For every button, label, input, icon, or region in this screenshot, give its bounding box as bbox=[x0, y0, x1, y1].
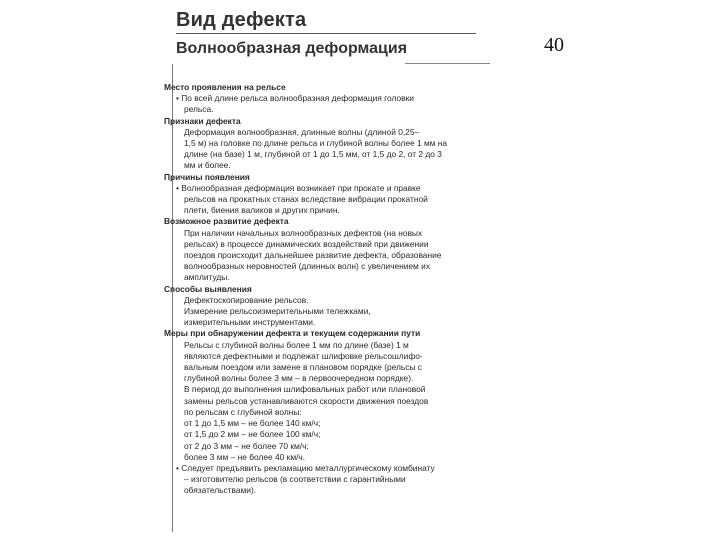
section-line: от 1 до 1,5 мм – не более 140 км/ч; bbox=[184, 418, 321, 429]
section-line: рельса. bbox=[184, 104, 214, 115]
section-line: амплитуды. bbox=[184, 272, 230, 283]
section-line: Рельсы с глубиной волны более 1 мм по длине (базе) 1 м bbox=[184, 339, 409, 350]
section-line: рельсах) в процессе динамических воздействий при движении bbox=[184, 238, 429, 249]
section-line: • Волнообразная деформация возникает при прокате и правке bbox=[176, 182, 421, 193]
section-line: плети, биения валиков и других причин. bbox=[184, 205, 340, 216]
section-line: замены рельсов устанавливаются скорости движения поездов bbox=[184, 395, 429, 406]
section-heading-causes: Причины появления bbox=[164, 171, 250, 182]
section-line: В период до выполнения шлифовальных работ или плановой bbox=[184, 384, 426, 395]
section-line: рельсов на прокатных станах вследствие вибрации прокатной bbox=[184, 194, 428, 205]
section-line: • Следует предъявить рекламацию металлургическому комбинату bbox=[176, 462, 435, 473]
section-heading-measures: Меры при обнаружении дефекта и текущем содержании пути bbox=[164, 328, 421, 339]
section-line: волнообразных неровностей (длинных волн) с увеличением их bbox=[184, 261, 431, 272]
section-line: Измерение рельсоизмерительными тележками, bbox=[184, 306, 371, 317]
section-line: являются дефектными и подлежат шлифовке рельсошлифо- bbox=[184, 350, 423, 361]
defect-name: Волнообразная деформация bbox=[176, 40, 408, 57]
section-heading-development: Возможное развитие дефекта bbox=[164, 216, 289, 227]
section-line: от 2 до 3 мм – не более 70 км/ч; bbox=[184, 440, 309, 451]
section-line: по рельсам с глубиной волны: bbox=[184, 406, 302, 417]
section-line: измерительными инструментами. bbox=[184, 317, 316, 328]
section-line: мм и более. bbox=[184, 160, 231, 171]
section-line: более 3 мм – не более 40 км/ч. bbox=[184, 451, 306, 462]
section-line: • По всей длине рельса волнообразная деформация головки bbox=[176, 93, 414, 104]
section-line: При наличии начальных волнообразных дефектов (на новых bbox=[184, 227, 423, 238]
subtitle-rule bbox=[405, 63, 490, 64]
section-line: длине (на базе) 1 м, глубиной от 1 до 1,5 мм, от 1,5 до 2, от 2 до 3 bbox=[184, 149, 442, 160]
section-line: 1,5 м) на головке по длине рельса и глубиной волны более 1 мм на bbox=[184, 138, 448, 149]
title-rule bbox=[176, 33, 476, 34]
section-line: от 1,5 до 2 мм – не более 100 км/ч; bbox=[184, 429, 321, 440]
section-line: обязательствами). bbox=[184, 485, 257, 496]
section-heading-signs: Признаки дефекта bbox=[164, 115, 241, 126]
section-line: Дефектоскопирование рельсов. bbox=[184, 294, 309, 305]
section-line: поездов происходит дальнейшее развитие дефекта, образование bbox=[184, 250, 442, 261]
section-line: вальным поездом или замене в плановом порядке (рельсы с bbox=[184, 362, 422, 373]
page-number: 40 bbox=[544, 34, 564, 56]
section-line: глубиной волны более 3 мм – в первоочередном порядке). bbox=[184, 373, 414, 384]
page-title: Вид дефекта bbox=[176, 9, 307, 31]
section-line: Деформация волнообразная, длинные волны (длиной 0,25– bbox=[184, 126, 420, 137]
section-heading-detection: Способы выявления bbox=[164, 283, 252, 294]
section-heading-location: Место проявления на рельсе bbox=[164, 82, 286, 92]
section-line: – изготовителю рельсов (в соответствии с гарантийными bbox=[184, 474, 406, 485]
defect-description bbox=[164, 82, 494, 497]
